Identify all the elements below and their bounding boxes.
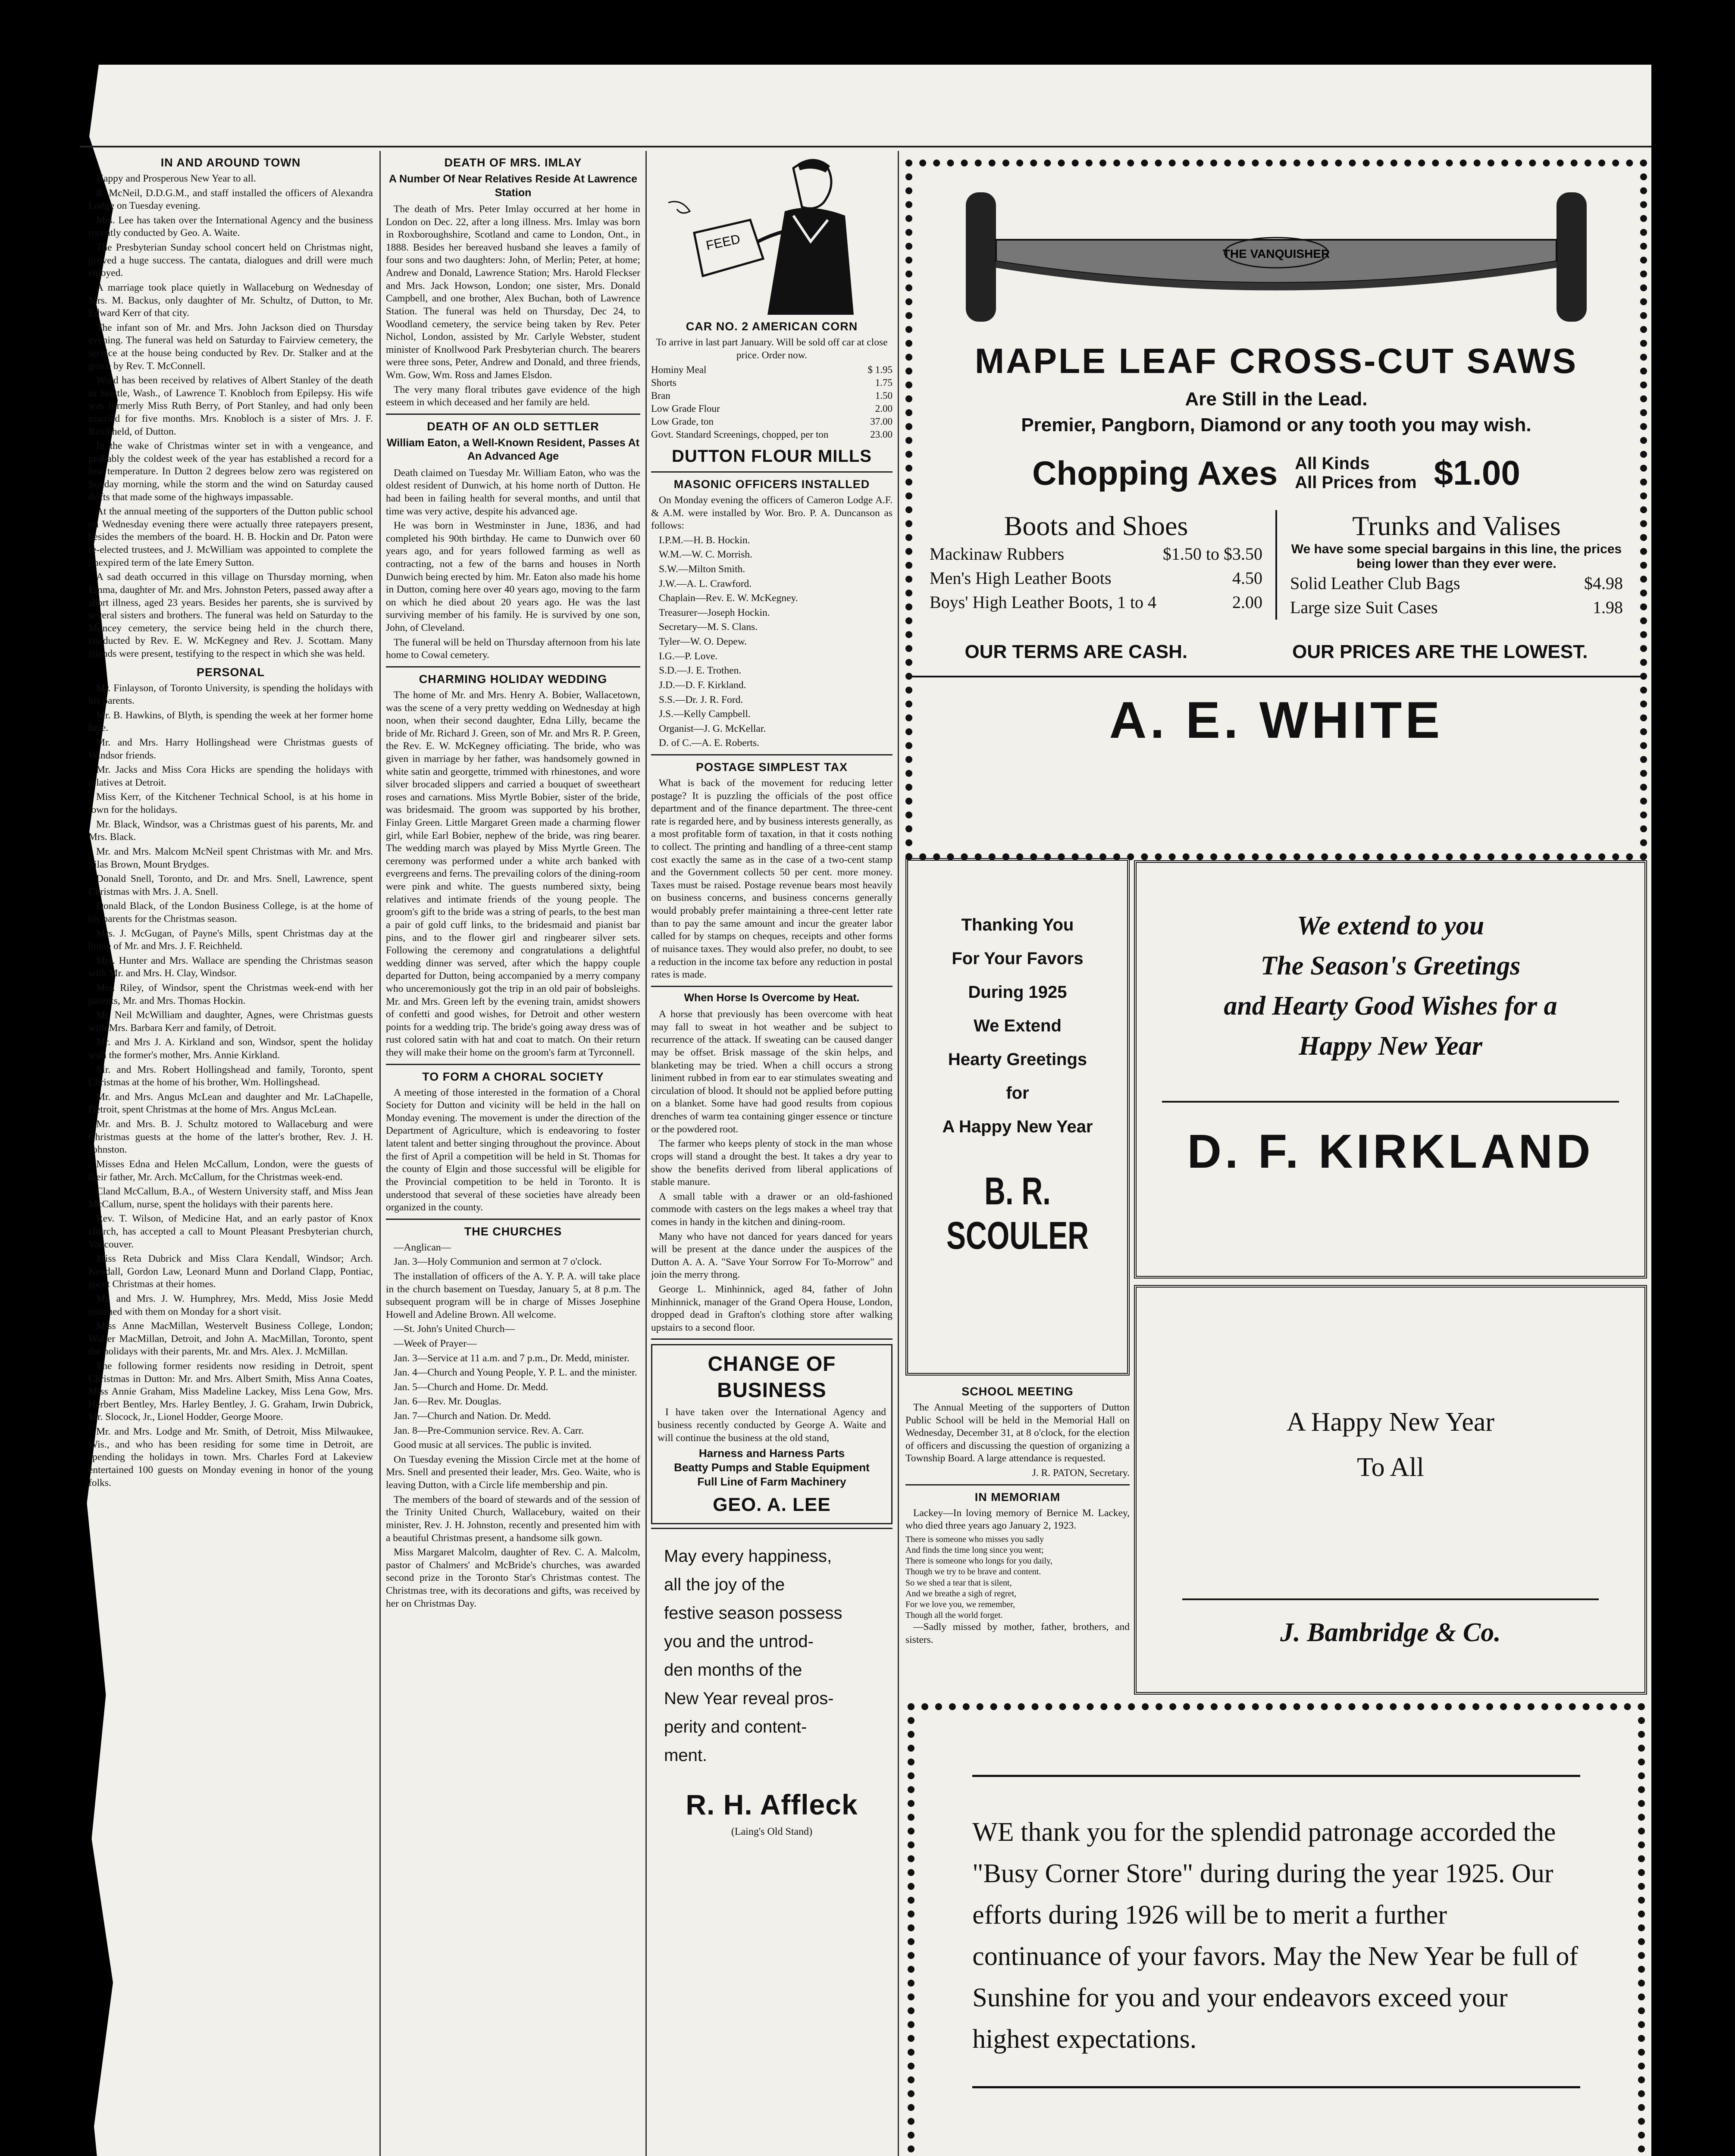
price-item: Hominy Meal: [651, 364, 707, 376]
churches-body: [386, 1241, 640, 1610]
masonic-body: [651, 494, 893, 750]
affleck-greeting: [655, 1542, 888, 1770]
personal-paragraph: Mr. Jacks and Miss Cora Hicks are spending the holidays with relatives at Detroit.: [88, 764, 373, 788]
column-divider: [645, 151, 647, 2156]
text-line: New Year reveal pros-: [664, 1689, 834, 1708]
article-paragraph: Organist—J. G. McKellar.: [659, 723, 766, 734]
article-paragraph: I.G.—P. Love.: [659, 650, 718, 662]
ae-white-name: A. E. WHITE: [912, 676, 1640, 750]
price-row: [1290, 595, 1623, 620]
personal-paragraph: Mr. Neil McWilliam and daughter, Agnes, were Christmas guests with Mrs. Barbara Kerr and family, of Detroit.: [88, 1009, 373, 1034]
bambridge-greeting: [1137, 1400, 1644, 1491]
article-paragraph: Jan. 4—Church and Young People, Y. P. L. and the minister.: [394, 1367, 637, 1379]
horse-heading: When Horse Is Overcome by Heat.: [684, 991, 860, 1004]
article-paragraph: D. of C.—A. E. Roberts.: [659, 737, 760, 749]
price-value: 23.00: [870, 429, 893, 440]
top-rule: [80, 146, 1651, 147]
personal-paragraph: Mrs. Riley, of Windsor, spent the Christmas week-end with her parents, Mr. and Mrs. Thomas Hockin.: [88, 982, 373, 1006]
news-paragraph: The infant son of Mr. and Mrs. John Jackson died on Thursday evening. The funeral was held on Saturday to Fairview cemetery, the service at the house being conducted by Rev. Dr. Stalker and at the grave by Rev. T. McConnell.: [88, 322, 373, 372]
text-line: There is someone who misses you sadly: [905, 1534, 1044, 1544]
text-line: ment.: [664, 1745, 708, 1765]
personal-paragraph: Mr. and Mrs. J. W. Humphrey, Mrs. Medd, Miss Josie Medd returned with them on Monday for a short visit.: [88, 1293, 373, 1317]
wedding-body: [386, 689, 640, 1059]
article-paragraph: Many who have not danced for years danced for years will be present at the dance under the auspices of the Dutton A. A. A. "Save Your Sorrow For To-Morrow" and join the merry throng.: [651, 1231, 893, 1281]
ae-white-ad: [905, 160, 1647, 860]
article-paragraph: Jan. 3—Holy Communion and sermon at 7 o'clock.: [394, 1256, 602, 1268]
price-value: 2.00: [1232, 592, 1262, 612]
local-news-body: [88, 172, 373, 661]
corn-ad-sub: To arrive in last part January. Will be sold off car at close price. Order now.: [656, 337, 888, 361]
postage-heading: POSTAGE SIMPLEST TAX: [695, 760, 848, 774]
price-value: 37.00: [870, 416, 893, 427]
article-paragraph: The farmer who keeps plenty of stock in the man whose crops will stand a drought the best. It takes a dry year to show the benefits derived from liberal applications of stable manure.: [651, 1138, 893, 1188]
trunks-list: [1290, 571, 1623, 620]
article-paragraph: Jan. 7—Church and Nation. Dr. Medd.: [394, 1410, 551, 1422]
axes-price: $1.00: [1434, 454, 1520, 492]
text-line: you and the untrod-: [664, 1632, 814, 1651]
imlay-subheading: A Number Of Near Relatives Reside At Lawrence Station: [388, 173, 638, 199]
boots-trunks-row: [930, 510, 1623, 620]
article-paragraph: J.W.—A. L. Crawford.: [659, 578, 752, 589]
price-value: 2.00: [875, 403, 893, 414]
article-paragraph: —St. John's United Church—: [394, 1323, 515, 1335]
personal-paragraph: Mr. and Mrs J. A. Kirkland and son, Windsor, spent the holiday with the former's mother, Mrs. Annie Kirkland.: [88, 1037, 373, 1061]
price-item: Solid Leather Club Bags: [1290, 573, 1460, 593]
article-paragraph: Good music at all services. The public is invited.: [394, 1439, 592, 1451]
text-line: festive season possess: [664, 1603, 842, 1623]
personal-paragraph: Mr. and Mrs. Robert Hollingshead and family, Toronto, spent Christmas at the home of his brother, Wm. Hollingshead.: [88, 1064, 373, 1088]
article-paragraph: Miss Margaret Malcolm, daughter of Rev. C. A. Malcolm, pastor of Chalmers' and McBride's churches, was awarded second prize in the Toronto Star's Christmas contest. The Christmas tree, with its decorations and gifts, was received by her on Christmas Day.: [386, 1547, 640, 1609]
text-line: Full Line of Farm Machinery: [697, 1475, 846, 1488]
terms-prices: OUR PRICES ARE THE LOWEST.: [1292, 641, 1588, 662]
saws-title: MAPLE LEAF CROSS-CUT SAWS: [974, 342, 1578, 381]
trunks-title: Trunks and Valises: [1352, 511, 1561, 541]
memoriam-heading: IN MEMORIAM: [974, 1490, 1061, 1504]
news-paragraph: The Presbyterian Sunday school concert held on Christmas night, proved a huge success. The cantata, dialogues and drill were much enjoyed.: [88, 242, 373, 279]
text-line: There is someone who longs for you daily,: [905, 1556, 1052, 1566]
column-local-news: [88, 151, 373, 2156]
text-line: Thanking You: [961, 915, 1074, 934]
text-line: May every happiness,: [664, 1546, 832, 1566]
news-paragraph: Word has been received by relatives of Albert Stanley of the death in Seattle, Wash., of Lawrence T. Knobloch from Epilepsy. His wife was formerly Miss Ruth Berry, of Port Stanley, and had only been married for five months. Mrs. Knobloch is a sister of Mrs. J. F. Reichheld, of Dutton.: [88, 375, 373, 437]
personal-paragraph: Miss Reta Dubrick and Miss Clara Kendall, Windsor; Arch. Kendall, Gordon Law, Leonard Munn and Dorland Clapp, Pontiac, spent Christmas at their homes.: [88, 1253, 373, 1290]
article-paragraph: He was born in Westminster in June, 1836, and had completed his 90th birthday. He came to Dunwich over 60 years ago, and for years followed farming as well as contracting, not a few of the barns and houses in North Dunwich being erected by him. Mr. Eaton also made his home in Dutton, coming here over 40 years ago, moving to the farm on which he died about 20 years ago. He was the last surviving member of his family. He is survived by one son, John, of Cleveland.: [386, 520, 640, 634]
news-paragraph: A sad death occurred in this village on Thursday morning, when Emma, daughter of Mr. and Mrs. Johnston Peters, passed away after a short illness, aged 23 years. Besides her parents, she is survived by several sisters and brothers. The funeral was held on Saturday to the Muncey cemetery, the service being held in the church there, conducted by Rev. E. W. McKegney and Rev. J. Scottam. Many friends were present, testifying to the respect in which she was held.: [88, 571, 373, 659]
personal-paragraph: Mrs. Hunter and Mrs. Wallace are spending the Christmas season with Mr. and Mrs. H. Clay, Windsor.: [88, 955, 373, 979]
price-row: [651, 415, 893, 428]
text-line: A Happy New Year: [1286, 1407, 1495, 1437]
settler-body: [386, 467, 640, 662]
price-value: $1.50 to $3.50: [1162, 544, 1262, 564]
change-of-business-ad: [651, 1344, 893, 1524]
feed-price-list: [651, 364, 893, 441]
personal-paragraph: Mr. and Mrs. Malcom McNeil spent Christmas with Mr. and Mrs. Silas Brown, Mount Brydges.: [88, 846, 373, 870]
article-paragraph: On Monday evening the officers of Cameron Lodge A.F. & A.M. were installed by Wor. Bro. P. A. Duncanson as follows:: [651, 494, 893, 532]
personal-paragraph: Misses Edna and Helen McCallum, London, were the guests of their father, Mr. Arch. McCallum, for the Christmas week-end.: [88, 1158, 373, 1183]
price-item: Govt. Standard Screenings, chopped, per ton: [651, 429, 829, 440]
price-value: 1.75: [875, 377, 893, 389]
axes-note-kinds: All Kinds: [1295, 454, 1370, 473]
price-item: Bran: [651, 390, 670, 401]
article-paragraph: I.P.M.—H. B. Hockin.: [659, 534, 750, 546]
news-paragraph: At the annual meeting of the supporters of the Dutton public school on Wednesday evening there were actually three ratepayers present, besides the members of the board. H. B. Hockin and Dr. Paton were re-elected trustees, and J. McWilliam was appointed to complete the unexpired term of the late Emery Sutton.: [88, 506, 373, 568]
article-paragraph: The home of Mr. and Mrs. Henry A. Bobier, Wallacetown, was the scene of a very pretty wedding on Wednesday at high noon, when their second daughter, Edna Lilly, became the bride of Mr. Richard J. Green, son of Mr. and Mrs R. P. Green, the Rev. E. W. McKegney officiating. The bride, who was given in marriage by her father, was handsomely gowned in white satin and georgette, trimmed with rhinestones, and wore silver brocaded slippers and carried a bouquet of sweetheart roses and carnations. Miss Myrtle Bobier, sister of the bride, was bridesmaid. The groom was supported by his brother, Finlay Green. Little Margaret Green made a charming flower girl, while Earl Bobier, nephew of the bride, was ring bearer. The wedding march was played by Miss Myrtle Green. The ceremony was performed under a white arch banked with evergreens and ferns. The prevailing colors of the dining-room were pink and white. The guests numbered sixty, being relatives and intimate friends of the young people. The groom's gift to the bride was a string of pearls, to the best man a pair of gold cuff links, to the bridesmaid and pianist bar pins, and to the flower girl and ringbearer silver sets. Following the ceremony and congratulations a delightful wedding dinner was served, after which the happy couple departed for Dutton, being accompanied by a merry company who unceremoniously got the trip in an old pair of bobsleighs. Mr. and Mrs. Green left by the evening train, amidst showers of confetti and good wishes, for Detroit and other western points for a wedding trip. The bride's going away dress was of rust colored satin with hat and coat to match. On their return they will make their home on the groom's farm at Tyrconnell.: [386, 689, 640, 1058]
price-row: [930, 590, 1262, 614]
personal-paragraph: Miss Anne MacMillan, Westervelt Business College, London; Walter MacMillan, Detroit, and John A. MacMillan, Toronto, spent the holidays with their parents, Mr. and Mrs. Alex. J. McMillan.: [88, 1320, 373, 1357]
personal-paragraph: Donald Snell, Toronto, and Dr. and Mrs. Snell, Lawrence, spent Christmas with Mrs. J. A. Snell.: [88, 873, 373, 897]
text-line: and Hearty Good Wishes for a: [1224, 991, 1557, 1021]
mckenzie-text: WE thank you for the splendid patronage accorded the "Busy Corner Store" during during the year 1925. Our efforts during 1926 will be to merit a further continuance of your favors. May the New Year be full of Sunshine for you and your endeavors exceed your highest expectations.: [972, 1818, 1578, 2054]
flour-mills-name: DUTTON FLOUR MILLS: [672, 446, 872, 466]
column-divider: [898, 151, 899, 2156]
personal-paragraph: Mr. B. Hawkins, of Blyth, is spending the week at her former home here.: [88, 709, 373, 734]
price-row: [651, 376, 893, 389]
boots-section: [930, 510, 1277, 620]
price-row: [930, 566, 1262, 590]
price-item: Large size Suit Cases: [1290, 598, 1438, 617]
text-line: Though all the world forget.: [905, 1611, 1003, 1620]
price-value: 4.50: [1232, 568, 1262, 588]
article-paragraph: A meeting of those interested in the formation of a Choral Society for Dutton and vicinity will be held in the hall on Monday evening. The movement is under the direction of the Department of Agriculture, which is endeavoring to foster latent talent and better singing throughout the province. About the first of April a competition will be held in St. Thomas for the county of Elgin and those successful will be eligible for the Provincial competition to be held in Toronto. It is understood that several of these societies have already been organized in the county.: [386, 1087, 640, 1213]
settler-heading: DEATH OF AN OLD SETTLER: [427, 420, 599, 433]
mckenzie-bottom-rule: [972, 2086, 1580, 2088]
feed-illustration: [651, 151, 893, 315]
school-heading: SCHOOL MEETING: [961, 1385, 1074, 1398]
personal-paragraph: Miss Kerr, of the Kitchener Technical School, is at his home in town for the holidays.: [88, 791, 373, 816]
personal-paragraph: Cland McCallum, B.A., of Western University staff, and Miss Jean McCallum, nurse, spent the holidays with their parents here.: [88, 1186, 373, 1210]
saw-brand: THE VANQUISHER: [1222, 247, 1330, 260]
axes-row: [912, 453, 1640, 493]
school-sign: J. R. PATON, Secretary.: [1032, 1467, 1130, 1479]
price-value: 1.98: [1593, 598, 1623, 617]
article-paragraph: S.S.—Dr. J. R. Ford.: [659, 694, 743, 705]
axes-note: [1295, 454, 1416, 492]
article-paragraph: Jan. 6—Rev. Mr. Douglas.: [394, 1396, 501, 1407]
terms-row: [912, 641, 1640, 663]
news-paragraph: In the wake of Christmas winter set in with a vengeance, and probably the coldest week of the year has established a record for a low temperature. In Dutton 2 degrees below zero was registered on Sunday morning, while the storm and the wind on Saturday caused drifts that made some of the highways impassable.: [88, 440, 373, 503]
price-row: [651, 402, 893, 415]
text-line: Beatty Pumps and Stable Equipment: [674, 1460, 870, 1474]
article-paragraph: J.D.—D. F. Kirkland.: [659, 679, 746, 691]
article-paragraph: Secretary—M. S. Clans.: [659, 621, 758, 633]
article-paragraph: Jan. 5—Church and Home. Dr. Medd.: [394, 1381, 548, 1393]
imlay-body: [386, 203, 640, 409]
horse-body: [651, 1008, 893, 1334]
news-paragraph: A marriage took place quietly in Wallaceburg on Wednesday of Mrs. M. Backus, only daughter of Mr. Schultz, of Dutton, to Mr. Edward Kerr of that city.: [88, 282, 373, 319]
text-line: Harness and Harness Parts: [698, 1447, 845, 1460]
feed-bag-label: FEED: [705, 232, 742, 253]
article-paragraph: Tyler—W. O. Depew.: [659, 636, 747, 648]
notices-column: [905, 1380, 1130, 1695]
crosscut-saw-icon: [957, 184, 1595, 330]
scouler-ad: [905, 858, 1130, 1376]
personal-paragraph: Donald Black, of the London Business College, is at the home of his parents for the Christmas season.: [88, 900, 373, 924]
text-line: We Extend: [974, 1016, 1062, 1035]
text-line: Hearty Greetings: [948, 1050, 1087, 1069]
affleck-sub: (Laing's Old Stand): [731, 1826, 813, 1838]
news-paragraph: R. McNeil, D.D.G.M., and staff installed the officers of Alexandra Lodge on Tuesday evening.: [88, 187, 373, 212]
text-line: The Season's Greetings: [1260, 951, 1521, 981]
personal-paragraph: Mr. and Mrs. Lodge and Mr. Smith, of Detroit, Miss Milwaukee, Wis., and who has been residing for some time in Detroit, are spending the holidays in town. Mrs. Charles Ford at Lakeview entertained 100 guests on Monday evening in honor of the young folks.: [88, 1426, 373, 1489]
kirkland-name: D. F. KIRKLAND: [1162, 1101, 1619, 1179]
masonic-heading: MASONIC OFFICERS INSTALLED: [673, 477, 870, 491]
price-row: [651, 389, 893, 402]
local-news-heading: IN AND AROUND TOWN: [160, 156, 301, 169]
text-line: For we love you, we remember,: [905, 1600, 1015, 1610]
personal-paragraph: Mr. and Mrs. Harry Hollingshead were Christmas guests of Windsor friends.: [88, 737, 373, 761]
personal-paragraph: Mr. Black, Windsor, was a Christmas guest of his parents, Mr. and Mrs. Black.: [88, 818, 373, 843]
article-paragraph: A small table with a drawer or an old-fashioned commode with casters on the legs makes a wheel tray that comes in handy in the kitchen and dining-room.: [651, 1191, 893, 1228]
man-with-feed-bag-icon: [651, 151, 893, 315]
article-paragraph: The members of the board of stewards and of the session of the Trinity United Church, Wallacebury, waited on their minister, Rev. J. H. Johnston, recently and presented him with a beautiful Christmas present, a handsome silk gown.: [386, 1494, 640, 1544]
memoriam-poem: [905, 1534, 1130, 1621]
price-value: 1.50: [875, 390, 893, 401]
text-line: To All: [1357, 1453, 1424, 1482]
text-line: And finds the time long since you went;: [905, 1545, 1044, 1555]
bambridge-ad: [1134, 1285, 1647, 1695]
memoriam-text: Lackey—In loving memory of Bernice M. Lackey, who died three years ago January 2, 1923.: [905, 1507, 1130, 1532]
kirkland-greeting: [1137, 906, 1644, 1066]
saws-line1: Are Still in the Lead.: [1185, 389, 1368, 410]
price-item: Low Grade, ton: [651, 416, 714, 427]
article-paragraph: S.W.—Milton Smith.: [659, 564, 745, 575]
mckenzie-top-rule: [972, 1775, 1580, 1777]
text-line: During 1925: [968, 983, 1067, 1002]
school-text: The Annual Meeting of the supporters of Dutton Public School will be held in the Memorial Hall on Wednesday, December 31, at 8 o'clock, for the election of officers and discussing the question of organizing a Township Board. A large attendance is requested.: [905, 1402, 1130, 1464]
article-paragraph: —Week of Prayer—: [394, 1338, 477, 1349]
cob-text: I have taken over the International Agency and business recently conducted by George A. Waite and will continue the business at the old stand,: [658, 1407, 886, 1444]
kirkland-ad: [1134, 860, 1647, 1279]
price-item: Mackinaw Rubbers: [930, 544, 1065, 564]
column-ads-news: [651, 151, 893, 2156]
cob-name: GEO. A. LEE: [713, 1494, 831, 1516]
price-row: [651, 428, 893, 441]
choral-heading: TO FORM A CHORAL SOCIETY: [422, 1070, 604, 1083]
personal-heading: PERSONAL: [196, 665, 265, 679]
text-line: for: [1006, 1084, 1029, 1103]
boots-title: Boots and Shoes: [1004, 511, 1188, 541]
price-value: $ 1.95: [868, 364, 893, 376]
text-line: all the joy of the: [664, 1575, 785, 1594]
corn-ad-title: CAR NO. 2 AMERICAN CORN: [686, 320, 858, 333]
trunks-note: We have some special bargains in this line, the prices being lower than they ever were.: [1291, 542, 1622, 571]
price-value: $4.98: [1584, 573, 1623, 593]
article-paragraph: Chaplain—Rev. E. W. McKegney.: [659, 592, 798, 604]
trunks-section: [1277, 510, 1623, 620]
scouler-name: B. R. SCOULER: [946, 1170, 1089, 1257]
personal-body: [88, 682, 373, 1490]
news-paragraph: Mrs. Lee has taken over the International Agency and the business recently conducted by Geo. A. Waite.: [88, 214, 373, 239]
price-row: [930, 542, 1262, 566]
newspaper-page: [80, 65, 1651, 2156]
text-line: And we breathe a sigh of regret,: [905, 1589, 1017, 1598]
price-item: Shorts: [651, 377, 676, 389]
article-paragraph: The death of Mrs. Peter Imlay occurred at her home in London on Dec. 22, after a long illness. Mrs. Imlay was born in Roxboroughshire, Scotland and came to London, Ont., in 1888. Besides her bereaved husband she leaves a family of four sons and two daughters: John, of Merlin; Peter, at home; Andrew and Donald, Lawrence Station; Mrs. Harold Fleckser and Mrs. Jack Howson, London; one sister, Mrs. Donald Campbell, and one brother, Alex Buchan, both of Lawrence Station. The funeral was held on Thursday, Dec 24, to Woodland cemetery, the service being taken by Rev. Peter Nichol, London, assisted by Mr. Carlyle Webster, student minister of Knollwood Park Presbyterian church. The bearers were three sons, Peter, Andrew and Donald, and three friends, Wm. Gow, Wm. Ross and James Elsdon.: [386, 204, 640, 381]
imlay-heading: DEATH OF MRS. IMLAY: [444, 156, 582, 169]
article-paragraph: S.D.—J. E. Trothen.: [659, 665, 742, 677]
memoriam-sign: —Sadly missed by mother, father, brothers, and sisters.: [905, 1621, 1130, 1646]
price-item: Men's High Leather Boots: [930, 568, 1112, 588]
article-paragraph: Treasurer—Joseph Hockin.: [659, 607, 770, 618]
text-line: A Happy New Year: [942, 1117, 1093, 1136]
personal-paragraph: Mr. and Mrs. B. J. Schultz motored to Wallaceburg and were Christmas guests at the home of the latter's brother, Rev. J. H. Johnston.: [88, 1119, 373, 1156]
article-paragraph: J.S.—Kelly Campbell.: [659, 708, 751, 720]
article-paragraph: On Tuesday evening the Mission Circle met at the home of Mrs. Snell and presented their leader, Mrs. Geo. Waite, who is leaving Dutton, with a Circle life membership and pin.: [386, 1454, 640, 1491]
article-paragraph: The funeral will be held on Thursday afternoon from his late home to Cowal cemetery.: [386, 636, 640, 661]
personal-paragraph: Mrs. J. McGugan, of Payne's Mills, spent Christmas day at the home of Mr. and Mrs. J. F. Reichheld.: [88, 928, 373, 952]
price-row: [651, 364, 893, 376]
postage-body: [651, 777, 893, 981]
article-paragraph: Jan. 8—Pre-Communion service. Rev. A. Carr.: [394, 1425, 584, 1436]
price-row: [1290, 571, 1623, 595]
article-paragraph: Death claimed on Tuesday Mr. William Eaton, who was the oldest resident of Dunwich, at his home north of Dutton. He had been in failing health for several months, and until that time was very active, despite his advanced age.: [386, 467, 640, 517]
personal-paragraph: Rev. T. Wilson, of Medicine Hat, and an early pastor of Knox church, has accepted a call to Mount Pleasant Presbyterian church, Vancouver.: [88, 1213, 373, 1250]
boots-list: [930, 542, 1262, 614]
price-item: Low Grade Flour: [651, 403, 720, 414]
text-line: den months of the: [664, 1660, 802, 1680]
article-paragraph: A horse that previously has been overcome with heat may fall to sweat in hot weather and be subject to recurrence of the attack. If sweating can be caused danger may be offset. Brisk massage of the skin helps, and blanketing may be tried. When a chill occurs a strong liniment rubbed in from ear to ear stimulates sweating and circulation of blood. It should not be applied before putting on a blanket. Some have had good results from copious drenches of warm tea containing ginger essence or tincture or the powdered root.: [651, 1009, 893, 1135]
churches-heading: THE CHURCHES: [464, 1225, 562, 1238]
article-paragraph: The installation of officers of the A. Y. P. A. will take place in the church basement on Tuesday, January 5, at 8 p.m. The subsequent program will be in charge of Misses Josephine Howell and Adeline Brown. All welcome.: [386, 1270, 640, 1320]
terms-cash: OUR TERMS ARE CASH.: [965, 641, 1188, 662]
article-paragraph: George L. Minhinnick, aged 84, father of John Minhinnick, manager of the Grand Opera House, London, dropped dead in Grafton's clothing store after walking upstairs to a second floor.: [651, 1284, 893, 1333]
text-line: For Your Favors: [952, 949, 1084, 968]
wedding-heading: CHARMING HOLIDAY WEDDING: [419, 672, 608, 686]
cob-lines: [658, 1446, 886, 1489]
choral-body: [386, 1087, 640, 1214]
text-line: Happy New Year: [1299, 1031, 1482, 1061]
axes-note-prices: All Prices from: [1295, 473, 1417, 492]
article-paragraph: The very many floral tributes gave evidence of the high esteem in which deceased and her family are held.: [386, 384, 640, 408]
article-paragraph: What is back of the movement for reducing letter postage? It is puzzling the officials of the post office department and of the finance department. The three-cent rate is regarded here, and by business interests generally, as a most profitable form of taxation, in that it costs nothing to collect. The printing and handling of a three-cent stamp cost exactly the same as in the case of a two-cent stamp and the Government collects 50 per cent. more money. Taxes must be raised. Postage revenue bears most heavily on business concerns, and business concerns generally would probably prefer maintaining a three-cent letter rate than to pay the same amount and incur the greater labor called for by stamps on cheques, receipts and other forms of nuisance taxes. They would also prefer, no doubt, to see a reduction in the income tax before any reduction in postal rates is made.: [651, 777, 893, 981]
settler-subheading: William Eaton, a Well-Known Resident, Passes At An Advanced Age: [386, 436, 639, 463]
bambridge-name: J. Bambridge & Co.: [1182, 1598, 1599, 1648]
column-divider: [379, 151, 381, 2156]
personal-paragraph: Mr. and Mrs. Angus McLean and daughter and Mr. LaChapelle, Detroit, spent Christmas at the home of Mrs. Angus McLean.: [88, 1091, 373, 1116]
price-item: Boys' High Leather Boots, 1 to 4: [930, 592, 1157, 612]
axes-title: Chopping Axes: [1032, 454, 1278, 492]
text-line: We extend to you: [1297, 911, 1484, 940]
article-paragraph: Jan. 3—Service at 11 a.m. and 7 p.m., Dr. Medd, minister.: [394, 1352, 629, 1364]
scouler-greeting: [908, 908, 1127, 1144]
mckenzie-ad: [908, 1703, 1645, 2156]
column-news: [386, 151, 640, 2156]
saws-line2: Premier, Pangborn, Diamond or any tooth you may wish.: [1021, 414, 1531, 436]
article-paragraph: —Anglican—: [394, 1241, 451, 1253]
affleck-ad: [651, 1528, 893, 1843]
personal-paragraph: The following former residents now residing in Detroit, spent Christmas in Dutton: Mr. and Mrs. Albert Smith, Miss Anna Coates, Miss Annie Graham, Miss Madeline Lackey, Miss Lena Gow, Mrs. Herbert Bentley, Mrs. Harley Bentley, J. G. Graham, Irwin Dubrick, Mr. Slocock, Jr., Lionel Hodder, George Moore.: [88, 1360, 373, 1423]
text-line: perity and content-: [664, 1717, 807, 1736]
personal-paragraph: Mr. Finlayson, of Toronto University, is spending the holidays with his parents.: [88, 682, 373, 707]
affleck-name: R. H. Affleck: [686, 1788, 858, 1821]
text-line: Though we try to be brave and content.: [905, 1567, 1041, 1577]
article-paragraph: W.M.—W. C. Morrish.: [659, 549, 752, 561]
text-line: So we shed a tear that is silent,: [905, 1578, 1012, 1588]
cob-title: CHANGE OF BUSINESS: [708, 1353, 836, 1402]
news-paragraph: Happy and Prosperous New Year to all.: [96, 173, 256, 185]
